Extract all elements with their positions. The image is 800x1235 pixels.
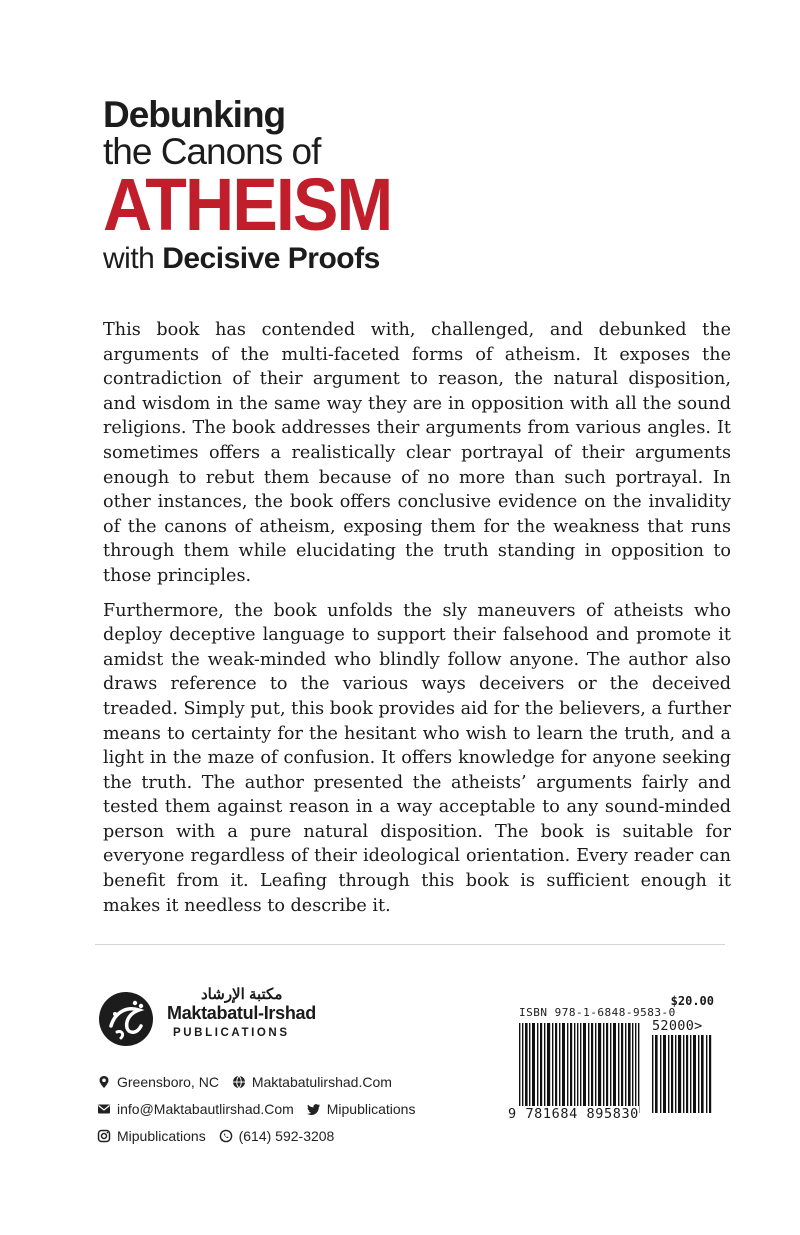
description-paragraph-1: This book has contended with, challenged, and debunked the arguments of the multi-faceted forms of atheism. It exposes the contradiction of their argument to reason, the natural disposition, and wisdom in the same way they are in opposition with all the sound religions. The book addresses their arguments from various angles. It sometimes offers a realistically clear portrayal of their arguments enough to rebut them because of no more than such portrayal. In other instances, the book offers conclusive evidence on the invalidity of the canons of atheism, exposing them for the weakness that runs through them while elucidating the truth standing in opposition to those principles. [103, 320, 731, 586]
title-line-4-prefix: with [103, 242, 155, 275]
ean-barcode-bars [516, 1023, 642, 1113]
instagram-icon [97, 1129, 111, 1143]
price-label: $20.00 [670, 994, 714, 1008]
location-pin-icon [97, 1075, 111, 1089]
description-paragraph-2: Furthermore, the book unfolds the sly maneuvers of atheists who deploy deceptive language to support their falsehood and promote it amidst the weak-minded who blindly follow anyone. The author also draws reference to the various ways deceivers or the deceived treaded. Simply put, this book provides aid for the believers, a further means to certainty for the hesitant who wish to learn the truth, and a light in the maze of confusion. It offers knowledge for anyone seeking the truth. The author presented the atheists’ arguments fairly and tested them against reason in a way acceptable to any sound-minded person with a pure natural disposition. The book is suitable for everyone regardless of their ideological orientation. Every reader can benefit from it. Leafing through this book is sufficient enough it makes it needless to describe it. [103, 600, 731, 916]
addon-barcode-bars [651, 1035, 715, 1113]
calligraphy-logo-icon [97, 990, 155, 1048]
location-text: Greensboro, NC [117, 1074, 219, 1090]
phone-number[interactable]: (614) 592-3208 [238, 1128, 335, 1144]
publisher-subtitle: PUBLICATIONS [173, 1027, 290, 1039]
contact-row-1 [97, 1074, 392, 1092]
email-item[interactable] [97, 1101, 294, 1117]
divider [95, 944, 725, 945]
addon-code: 52000> [652, 1018, 703, 1034]
contact-row-3 [97, 1128, 334, 1146]
twitter-bird-icon [307, 1102, 321, 1116]
globe-icon [232, 1075, 246, 1089]
title-line-2: the Canons of [103, 131, 321, 172]
publisher-arabic-name: مكتبة الإرشاد [201, 986, 283, 1003]
website-link[interactable]: Maktabatulirshad.Com [251, 1074, 392, 1090]
contact-row-2 [97, 1101, 415, 1119]
email-icon [97, 1102, 111, 1116]
phone-item[interactable] [219, 1128, 335, 1144]
book-description [103, 318, 731, 928]
title-line-4-bold: Decisive Proofs [162, 242, 380, 275]
isbn-barcode [508, 994, 718, 1129]
ean-digits: 9 781684 895830 [508, 1106, 639, 1122]
publisher-block [97, 985, 357, 1055]
publisher-name: Maktabatul-Irshad [167, 1003, 316, 1023]
book-title [103, 96, 523, 276]
instagram-handle[interactable]: Mipublications [117, 1128, 206, 1144]
email-link[interactable]: info@Maktabautlirshad.Com [117, 1101, 294, 1117]
isbn-text: ISBN 978-1-6848-9583-0 [519, 1006, 676, 1019]
title-line-4 [103, 242, 523, 276]
instagram-item[interactable] [97, 1128, 206, 1144]
location-item [97, 1074, 219, 1090]
whatsapp-icon [219, 1129, 233, 1143]
twitter-handle[interactable]: Mipublications [326, 1101, 416, 1117]
title-main-word: ATHEISM [103, 163, 392, 246]
twitter-item[interactable] [307, 1101, 416, 1117]
title-line-1: Debunking [103, 94, 286, 135]
website-item[interactable] [232, 1074, 392, 1090]
